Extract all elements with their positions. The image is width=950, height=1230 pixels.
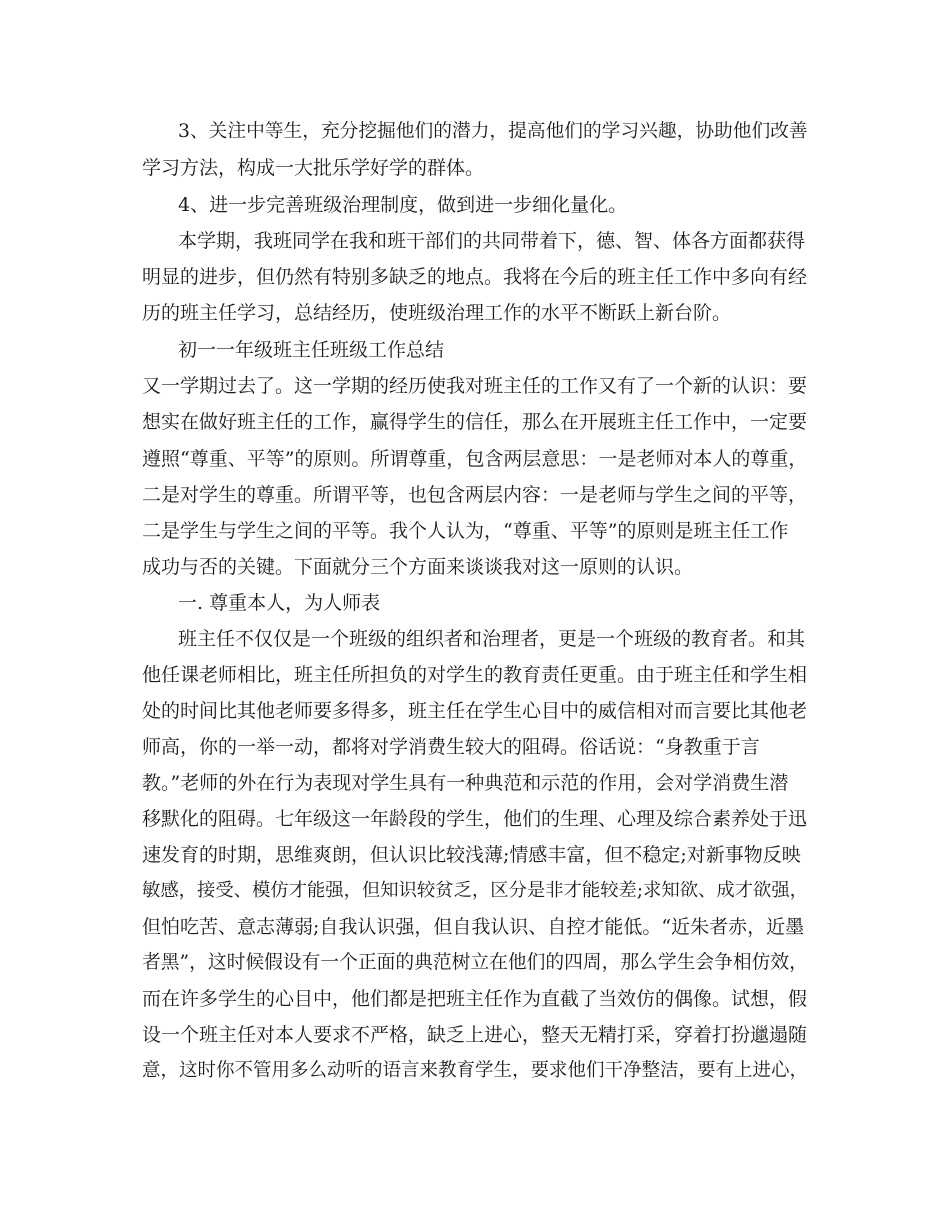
text-line-22: 敏感，接受、模仿才能强，但知识较贫乏，区分是非才能较差;求知欲、成才欲强， <box>142 880 808 901</box>
text-line-2: 学习方法，构成一大批乐学好学的群体。 <box>142 157 485 179</box>
text-line-19: 教。”老师的外在行为表现对学生具有一种典范和示范的作用，会对学消费生潜 <box>142 772 789 794</box>
text-line-21: 速发育的时期，思维爽朗，但认识比较浅薄;情感丰富，但不稳定;对新事物反映 <box>142 844 801 866</box>
text-line-1: 3、关注中等生，充分挖掘他们的潜力，提高他们的学习兴趣，协助他们改善 <box>178 121 808 142</box>
text-line-6: 历的班主任学习，总结经历，使班级治理工作的水平不断跃上新台阶。 <box>142 302 732 324</box>
text-line-8: 又一学期过去了。这一学期的经历使我对班主任的工作又有了一个新的认识：要 <box>142 375 808 397</box>
text-line-17: 处的时间比其他老师要多得多，班主任在学生心目中的威信相对而言要比其他老 <box>142 700 808 722</box>
text-line-10: 遵照“尊重、平等”的原则。所谓尊重，包含两层意思：一是老师对本人的尊重， <box>142 448 808 470</box>
text-line-15: 班主任不仅仅是一个班级的组织者和治理者，更是一个班级的教育者。和其 <box>178 628 806 650</box>
text-line-3: 4、进一步完善班级治理制度，做到进一步细化量化。 <box>178 194 628 216</box>
text-line-20: 移默化的阻碍。七年级这一年龄段的学生，他们的生理、心理及综合素养处于迅 <box>142 808 808 830</box>
section-heading: 初一一年级班主任班级工作总结 <box>178 339 445 361</box>
text-line-16: 他任课老师相比，班主任所担负的对学生的教育责任更重。由于班主任和学生相 <box>142 664 808 686</box>
text-line-13: 成功与否的关键。下面就分三个方面来谈谈我对这一原则的认识。 <box>142 556 694 578</box>
subsection-heading: 一. 尊重本人，为人师表 <box>178 592 381 614</box>
text-line-11: 二是对学生的尊重。所谓平等，也包含两层内容：一是老师与学生之间的平等， <box>142 484 808 506</box>
text-line-24: 者黑”，这时候假设有一个正面的典范树立在他们的四周，那么学生会争相仿效， <box>142 952 808 973</box>
text-line-18: 师高，你的一举一动，都将对学消费生较大的阻碍。俗话说：“身教重于言 <box>142 736 760 758</box>
text-line-26: 设一个班主任对本人要求不严格，缺乏上进心，整天无精打采，穿着打扮邋遢随 <box>142 1024 808 1046</box>
text-line-27: 意，这时你不管用多么动听的语言来教育学生，要求他们干净整洁，要有上进心， <box>142 1060 809 1081</box>
text-line-9: 想实在做好班主任的工作，赢得学生的信任，那么在开展班主任工作中，一定要 <box>142 411 808 433</box>
text-line-25: 而在许多学生的心目中，他们都是把班主任作为直截了当效仿的偶像。试想，假 <box>142 988 808 1010</box>
text-line-12: 二是学生与学生之间的平等。我个人认为，“尊重、平等”的原则是班主任工作 <box>142 520 789 542</box>
text-line-23: 但怕吃苦、意志薄弱;自我认识强，但自我认识、自控才能低。“近朱者赤，近墨 <box>142 916 805 938</box>
text-line-5: 明显的进步，但仍然有特别多缺乏的地点。我将在今后的班主任工作中多向有经 <box>142 266 808 288</box>
text-line-4: 本学期，我班同学在我和班干部们的共同带着下，德、智、体各方面都获得 <box>178 230 806 252</box>
